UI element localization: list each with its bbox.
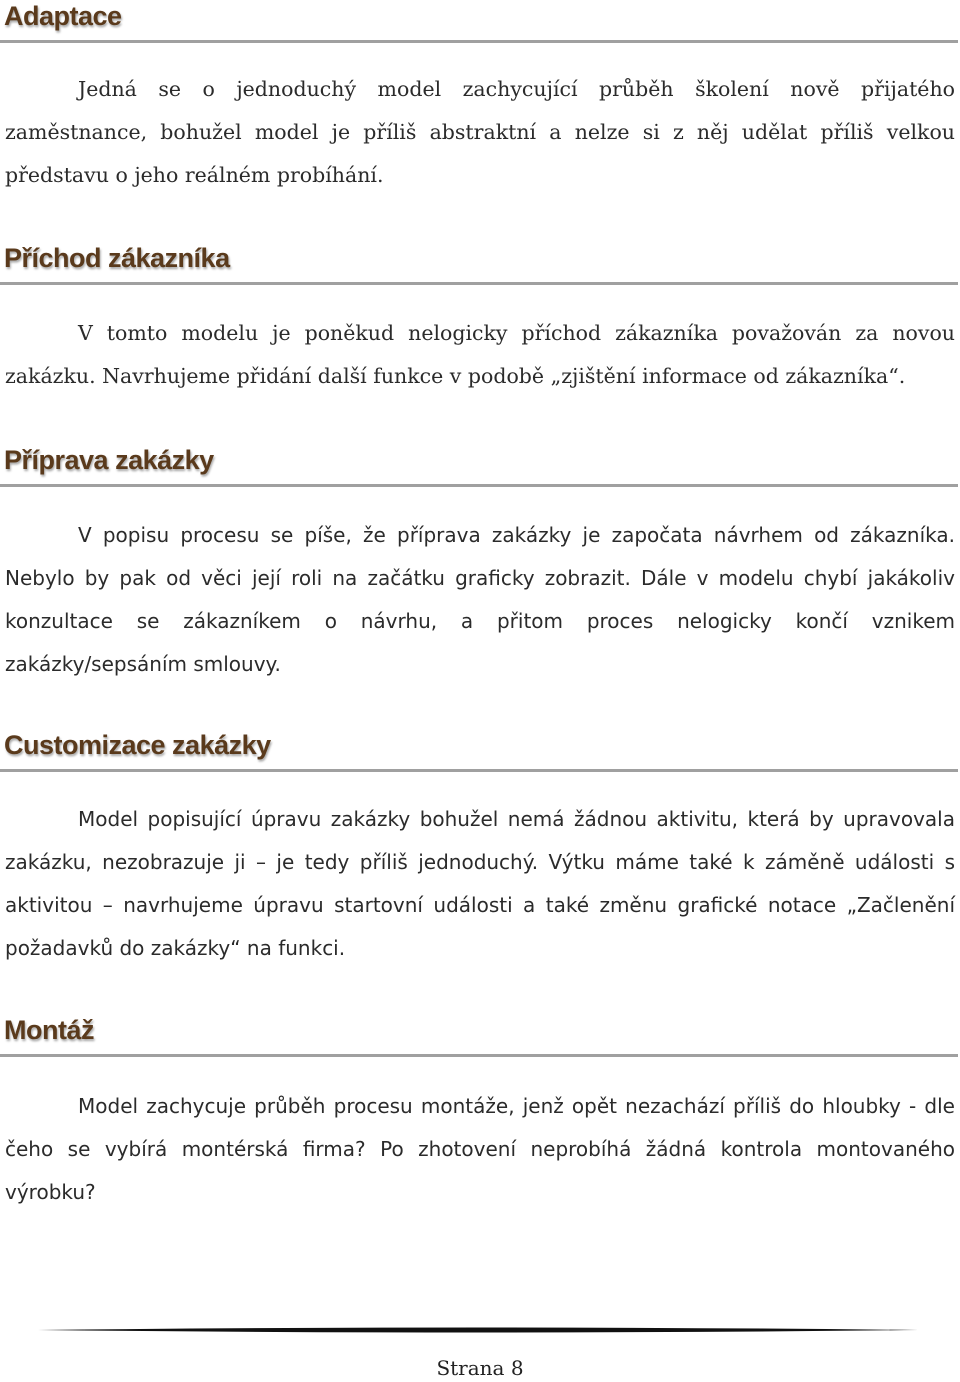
section-paragraph: V popisu procesu se píše, že příprava zakázky je započata návrhem od zákazníka. Nebylo by pak od věci její roli na začátku graficky zobrazit. Dále v modelu chybí jakákoliv konzultace se zákazníkem o návrhu, a přitom proces nelogicky končí vznikem zakázky/sepsáním smlouvy. [5,523,955,676]
section-paragraph: Model popisující úpravu zakázky bohužel nemá žádnou aktivitu, která by upravovala zakázku, nezobrazuje ji – je tedy příliš jednoduchý. Výtku máme také k záměně události s aktivitou – navrhujeme úpravu startovní události a také změnu grafické notace „Začlenění požadavků do zakázky“ na funkci. [5,807,955,960]
section-paragraph: Model zachycuje průběh procesu montáže, jenž opět nezachází příliš do hloubky - dle čeho se vybírá montérská firma? Po zhotovení neprobíhá žádná kontrola montovaného výrobku? [5,1094,955,1204]
heading-divider [0,769,958,772]
section-paragraph: Jedná se o jednoduchý model zachycující průběh školení nově přijatého zaměstnance, bohužel model je příliš abstraktní a nelze si z něj udělat příliš velkou představu o jeho reálném probíhání. [5,77,955,187]
footer-divider [38,1326,918,1334]
section-heading: Customizace zakázky [4,730,271,760]
section-heading: Příchod zákazníka [4,243,230,273]
section-paragraph: V tomto modelu je poněkud nelogicky příchod zákazníka považován za novou zakázku. Navrhujeme přidání další funkce v podobě „zjištění informace od zákazníka“. [5,321,955,388]
heading-divider [0,282,958,285]
heading-divider [0,484,958,487]
heading-divider [0,40,958,43]
section-heading: Příprava zakázky [4,445,214,475]
section-heading: Adaptace [4,1,122,31]
section-heading: Montáž [4,1015,94,1045]
heading-divider [0,1054,958,1057]
page-number: Strana 8 [436,1356,524,1380]
